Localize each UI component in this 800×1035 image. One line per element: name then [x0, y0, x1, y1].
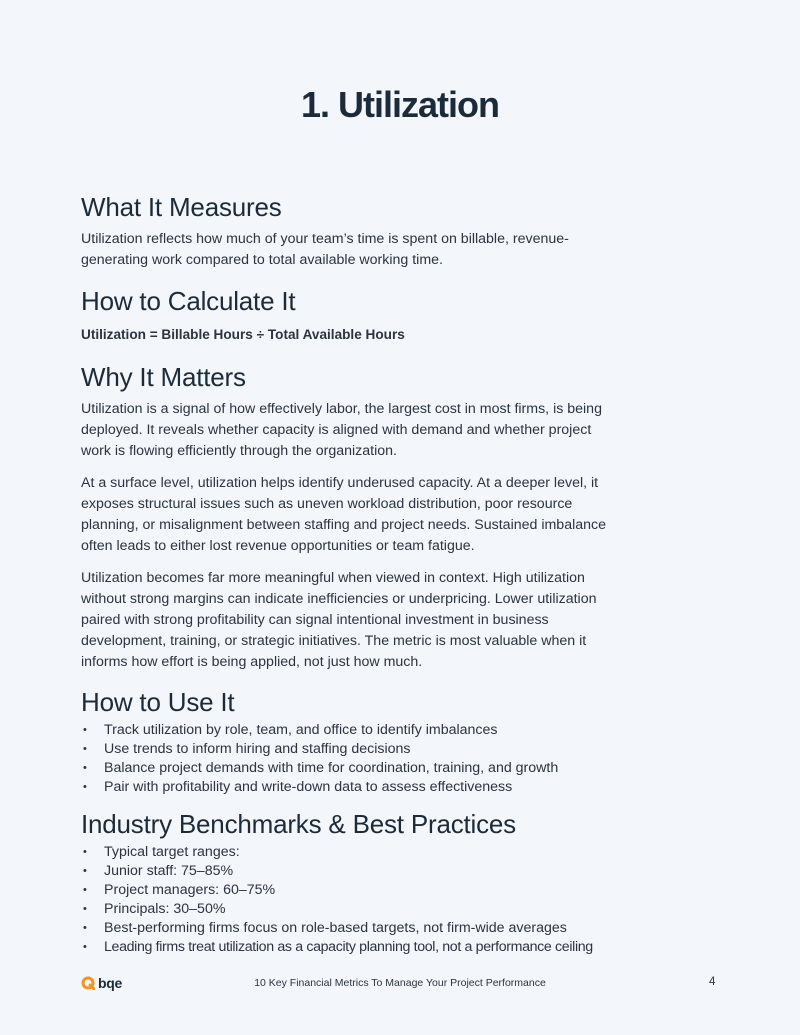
bullet-icon: •	[83, 903, 87, 915]
list-item	[81, 900, 661, 919]
list-item-text: Typical target ranges:	[104, 844, 240, 860]
section-heading: Why It Matters	[81, 362, 246, 392]
bullet-icon: •	[83, 884, 87, 896]
list-item	[81, 881, 661, 900]
paragraph: Utilization becomes far more meaningful when viewed in context. High utilization without strong margins can indicate inefficiencies or underpricing. Lower utilization paired with strong profitability can signal intentional investment in business development, training, or strategic initiatives. The metric is most valuable when it informs how effort is being applied, not just how much.	[81, 570, 597, 670]
section-heading: What It Measures	[81, 192, 282, 222]
bullet-icon: •	[83, 781, 87, 793]
bullet-icon: •	[83, 865, 87, 877]
section-body: Utilization reflects how much of your team’s time is spent on billable, revenue-generating work compared to total available working time.	[81, 231, 569, 268]
bullet-list	[81, 843, 661, 957]
list-item	[81, 759, 641, 778]
section-heading: Industry Benchmarks & Best Practices	[81, 809, 516, 839]
page-footer	[0, 974, 800, 994]
page-number: 4	[709, 976, 716, 988]
list-item	[81, 843, 661, 862]
section-how-to-calculate	[81, 284, 621, 345]
list-item	[81, 919, 661, 938]
list-item	[81, 938, 661, 957]
list-item-text: Project managers: 60–75%	[104, 882, 276, 898]
section-industry-benchmarks	[81, 807, 661, 957]
list-item	[81, 721, 641, 740]
bullet-icon: •	[83, 941, 87, 953]
list-item-text: Best-performing firms focus on role-based targets, not firm-wide averages	[104, 920, 567, 936]
bullet-icon: •	[83, 724, 87, 736]
bullet-icon: •	[83, 846, 87, 858]
section-heading: How to Calculate It	[81, 286, 296, 316]
list-item-text: Track utilization by role, team, and office to identify imbalances	[104, 722, 498, 738]
page-title: 1. Utilization	[300, 84, 499, 125]
list-item	[81, 740, 641, 759]
paragraph: Utilization is a signal of how effectively labor, the largest cost in most firms, is being deployed. It reveals whether capacity is aligned with demand and whether project work is flowing efficiently through the organization.	[81, 401, 602, 459]
bullet-icon: •	[83, 922, 87, 934]
list-item-text: Principals: 30–50%	[104, 901, 226, 917]
bullet-icon: •	[83, 743, 87, 755]
section-how-to-use	[81, 685, 641, 797]
footer-document-title: 10 Key Financial Metrics To Manage Your Project Performance	[254, 977, 546, 989]
section-what-it-measures	[81, 190, 621, 271]
list-item	[81, 778, 641, 797]
list-item-text: Use trends to inform hiring and staffing decisions	[104, 741, 411, 757]
bullet-icon: •	[83, 762, 87, 774]
list-item-text: Pair with profitability and write-down data to assess effectiveness	[104, 779, 513, 795]
section-why-it-matters	[81, 360, 621, 673]
list-item-text: Junior staff: 75–85%	[104, 863, 234, 879]
logo-text: bqe	[98, 975, 122, 991]
section-heading: How to Use It	[81, 687, 235, 717]
paragraph: At a surface level, utilization helps identify underused capacity. At a deeper level, it exposes structural issues such as uneven workload distribution, poor resource planning, or misalignment between staffing and project needs. Sustained imbalance often leads to either lost revenue opportunities or team fatigue.	[81, 475, 607, 554]
list-item-text: Balance project demands with time for coordination, training, and growth	[104, 760, 559, 776]
list-item-text: Leading firms treat utilization as a capacity planning tool, not a performance ceiling	[104, 939, 593, 955]
bullet-list	[81, 721, 641, 797]
formula: Utilization = Billable Hours ÷ Total Available Hours	[81, 327, 405, 342]
list-item	[81, 862, 661, 881]
